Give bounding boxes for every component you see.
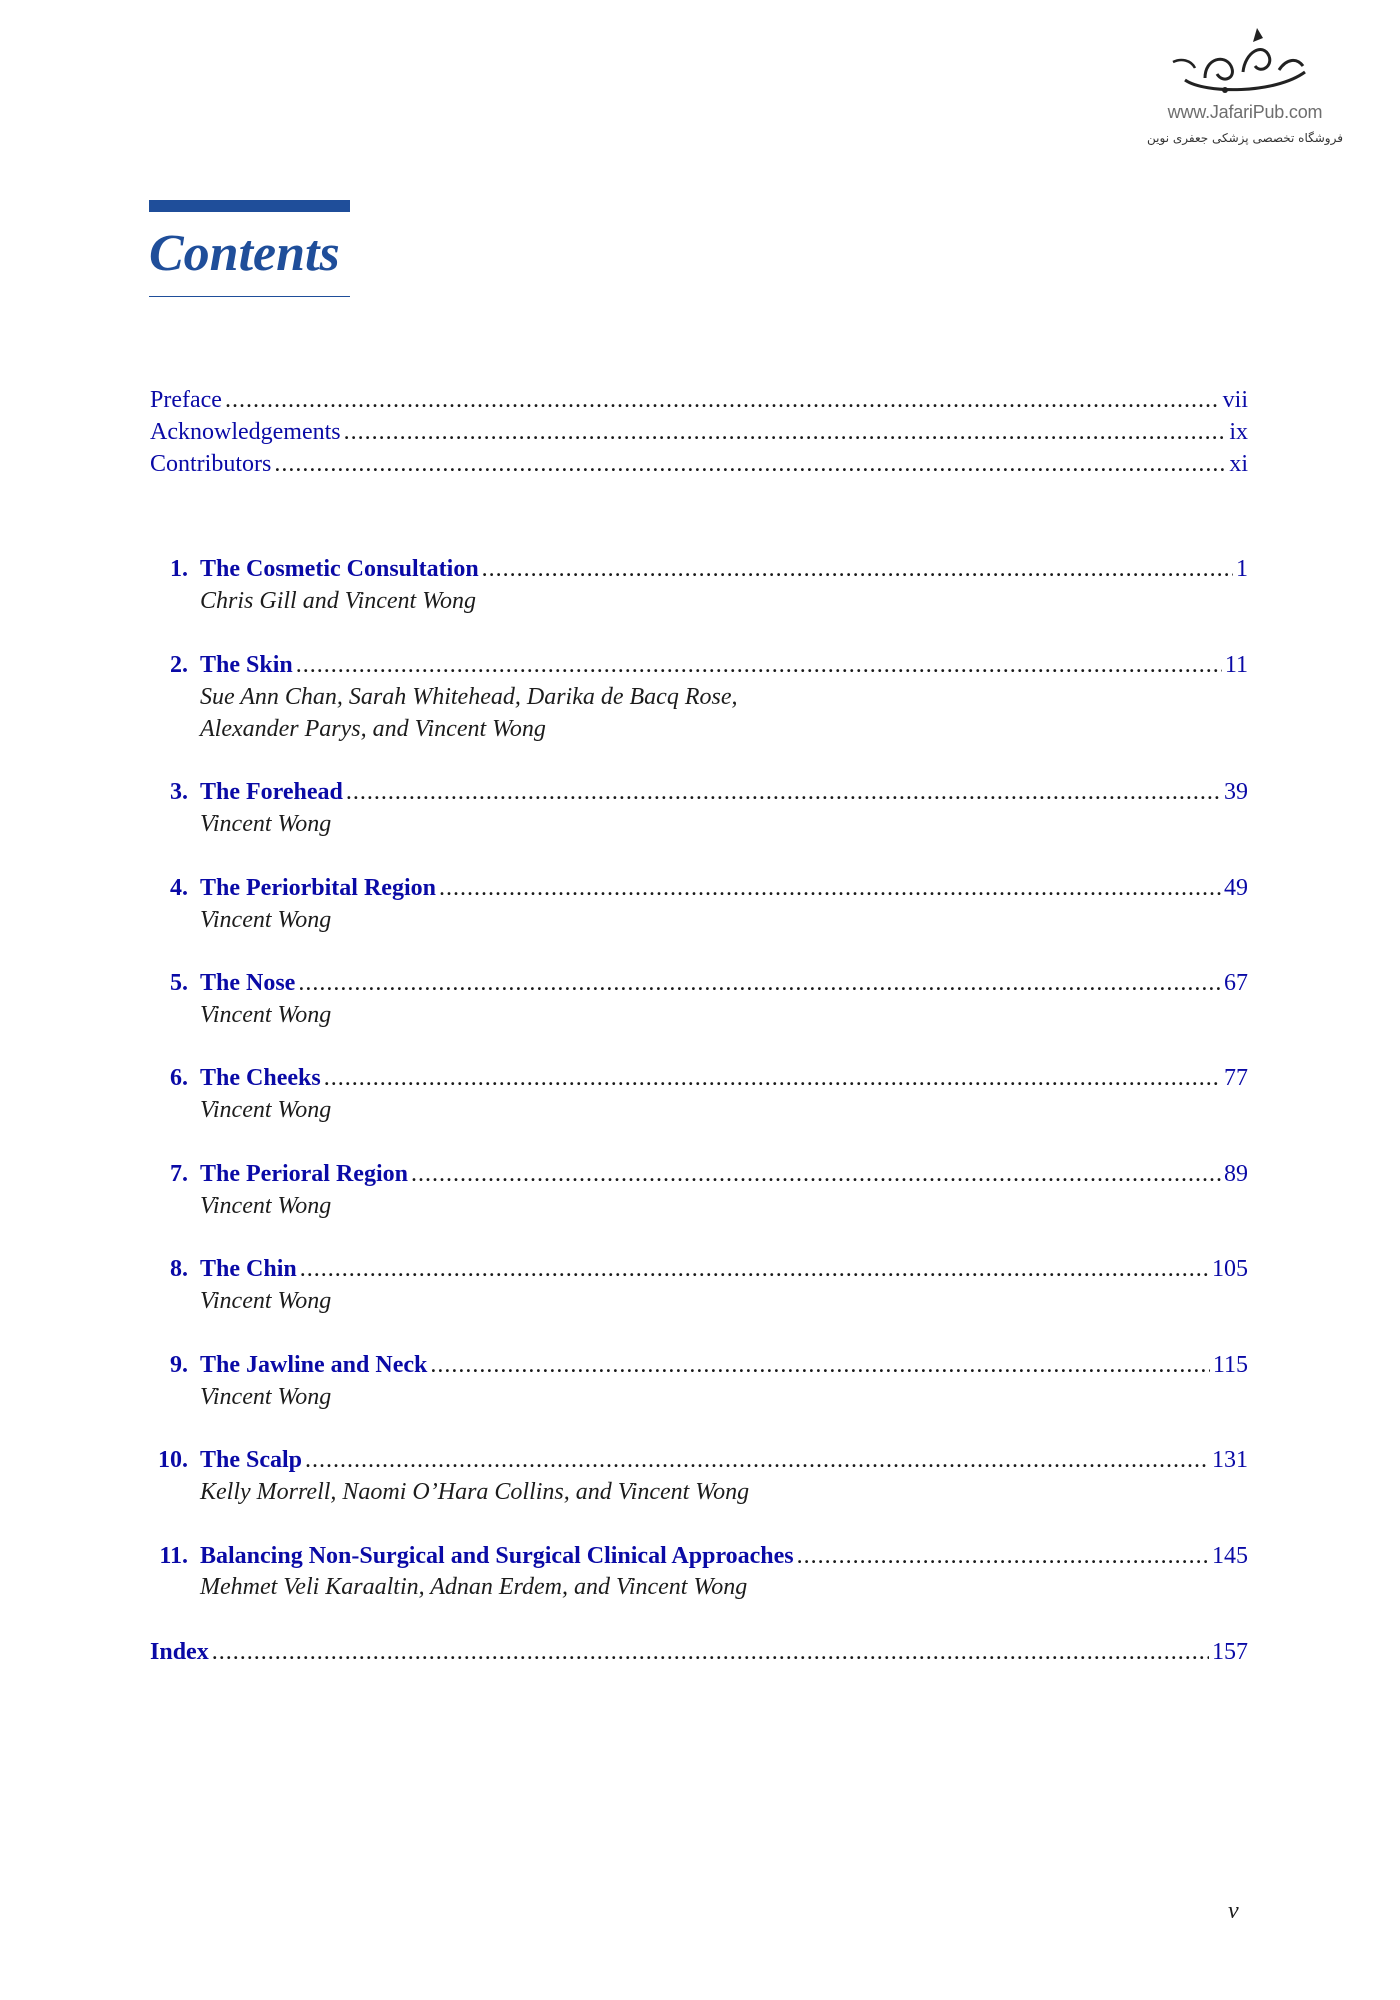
toc-chapter-1[interactable]	[150, 554, 1248, 584]
dot-leader	[344, 417, 1227, 447]
dot-leader	[797, 1541, 1209, 1571]
publisher-logo-mark	[1165, 22, 1325, 100]
toc-chapter-5[interactable]	[150, 968, 1248, 998]
publisher-url: www.JafariPub.com	[1167, 102, 1323, 122]
dot-leader	[482, 554, 1233, 584]
dot-leader	[298, 968, 1221, 998]
toc-chapter-4[interactable]	[150, 873, 1248, 903]
toc-entry-label: Index	[150, 1639, 209, 1665]
toc-page-number: 11	[1224, 652, 1248, 678]
publisher-tagline: فروشگاه تخصصی پزشکی جعفری نوین	[1147, 131, 1343, 145]
chapter-authors: Vincent Wong	[200, 811, 332, 837]
heading-underline	[149, 296, 350, 297]
chapter-number: 2.	[170, 652, 188, 678]
chapter-authors: Vincent Wong	[200, 907, 332, 933]
chapter-number: 4.	[170, 875, 188, 901]
page-number: v	[1228, 1898, 1239, 1924]
toc-entry-label: Preface	[150, 387, 222, 413]
toc-entry-index[interactable]	[150, 1637, 1248, 1667]
page-title: Contents	[149, 225, 340, 282]
dot-leader	[305, 1445, 1209, 1475]
chapter-authors: Vincent Wong	[200, 1288, 332, 1314]
toc-page-number: 1	[1236, 556, 1248, 582]
chapter-title: The Periorbital Region	[200, 875, 436, 901]
dot-leader	[346, 777, 1221, 807]
toc-entry-contributors[interactable]	[150, 449, 1248, 479]
chapter-number: 6.	[170, 1065, 188, 1091]
chapter-title: The Cheeks	[200, 1065, 321, 1091]
toc-page-number: 67	[1224, 970, 1248, 996]
chapter-title: The Jawline and Neck	[200, 1352, 428, 1378]
toc-chapter-6[interactable]	[150, 1063, 1248, 1093]
toc-page-number: ix	[1229, 419, 1248, 445]
chapter-title: The Chin	[200, 1256, 297, 1282]
dot-leader	[300, 1254, 1209, 1284]
chapter-authors: Vincent Wong	[200, 1193, 332, 1219]
toc-page-number: 105	[1212, 1256, 1248, 1282]
dot-leader	[411, 1159, 1221, 1189]
toc-chapter-3[interactable]	[150, 777, 1248, 807]
chapter-title: The Perioral Region	[200, 1161, 408, 1187]
chapter-title: The Forehead	[200, 779, 343, 805]
chapter-number: 11.	[159, 1543, 188, 1569]
toc-entry-preface[interactable]	[150, 385, 1248, 415]
chapter-title: The Nose	[200, 970, 296, 996]
heading-accent-bar	[149, 200, 350, 212]
chapter-number: 9.	[170, 1352, 188, 1378]
toc-page-number: 115	[1212, 1352, 1248, 1378]
chapter-number: 3.	[170, 779, 188, 805]
toc-page-number: xi	[1229, 451, 1248, 477]
toc-entry-acknowledgements[interactable]	[150, 417, 1248, 447]
dot-leader	[296, 650, 1222, 680]
chapter-number: 8.	[170, 1256, 188, 1282]
chapter-authors: Vincent Wong	[200, 1384, 332, 1410]
chapter-number: 7.	[170, 1161, 188, 1187]
toc-page-number: 77	[1224, 1065, 1248, 1091]
publisher-logo	[1120, 22, 1370, 145]
toc-page-number: 131	[1212, 1447, 1248, 1473]
chapter-authors: Vincent Wong	[200, 1002, 332, 1028]
chapter-authors: Sue Ann Chan, Sarah Whitehead, Darika de Bacq Rose,	[200, 684, 738, 710]
chapter-title: The Skin	[200, 652, 293, 678]
chapter-authors: Kelly Morrell, Naomi O’Hara Collins, and Vincent Wong	[200, 1479, 750, 1505]
toc-chapter-10[interactable]	[150, 1445, 1248, 1475]
chapter-authors: Vincent Wong	[200, 1097, 332, 1123]
chapter-title: The Scalp	[200, 1447, 303, 1473]
dot-leader	[439, 873, 1221, 903]
toc-page-number: 49	[1224, 875, 1248, 901]
toc-page-number: 145	[1212, 1543, 1248, 1569]
chapter-number: 1.	[170, 556, 188, 582]
toc-page-number: 157	[1212, 1639, 1248, 1665]
chapter-title: The Cosmetic Consultation	[200, 556, 479, 582]
chapter-title: Balancing Non-Surgical and Surgical Clinical Approaches	[200, 1543, 794, 1569]
chapter-authors: Mehmet Veli Karaaltin, Adnan Erdem, and Vincent Wong	[200, 1574, 748, 1600]
toc-page-number: 39	[1224, 779, 1248, 805]
contents-heading	[149, 200, 350, 297]
dot-leader	[274, 449, 1226, 479]
toc-chapter-7[interactable]	[150, 1159, 1248, 1189]
toc-page-number: 89	[1224, 1161, 1248, 1187]
dot-leader	[212, 1637, 1209, 1667]
chapter-authors: Alexander Parys, and Vincent Wong	[200, 716, 546, 742]
dot-leader	[225, 385, 1220, 415]
toc-chapter-2[interactable]	[150, 650, 1248, 680]
toc-chapter-9[interactable]	[150, 1350, 1248, 1380]
toc-entry-label: Acknowledgements	[150, 419, 341, 445]
toc-chapter-8[interactable]	[150, 1254, 1248, 1284]
chapter-authors: Chris Gill and Vincent Wong	[200, 588, 476, 614]
dot-leader	[324, 1063, 1221, 1093]
chapter-number: 10.	[158, 1447, 188, 1473]
dot-leader	[430, 1350, 1210, 1380]
toc-chapter-11[interactable]	[150, 1541, 1248, 1571]
chapter-number: 5.	[170, 970, 188, 996]
toc-entry-label: Contributors	[150, 451, 272, 477]
toc-page-number: vii	[1222, 387, 1248, 413]
